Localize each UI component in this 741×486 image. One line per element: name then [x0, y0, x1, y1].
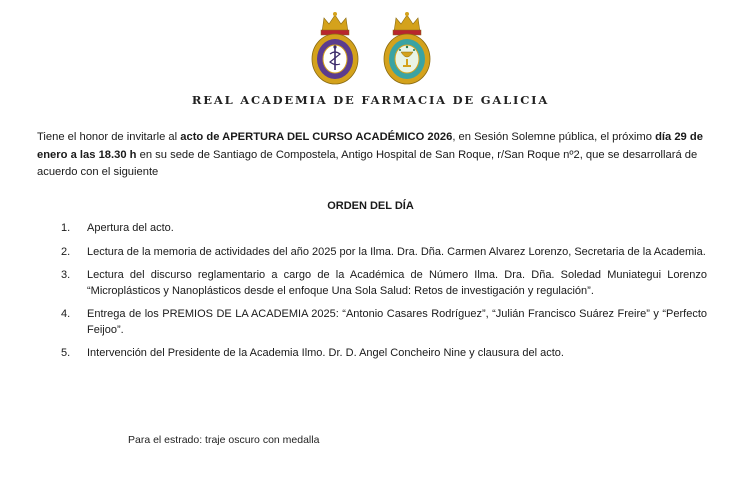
list-item: [37, 245, 707, 261]
list-item: [37, 268, 707, 299]
agenda-list: [37, 221, 707, 370]
list-item: [37, 221, 707, 237]
dress-code-note: Para el estrado: traje oscuro con medalla: [128, 434, 320, 446]
academy-name: REAL ACADEMIA DE FARMACIA DE GALICIA: [191, 93, 550, 107]
academy-seals: [0, 10, 741, 86]
royal-crown-seal-purple-icon: [310, 10, 360, 86]
item-number: 5.: [61, 347, 71, 359]
intro-text-2: , en Sesión Solemne pública, el próximo: [452, 131, 656, 143]
item-number: 4.: [61, 308, 71, 320]
list-item: [37, 307, 707, 338]
list-item: [37, 346, 707, 362]
invitation-paragraph: [37, 129, 707, 182]
item-text: Apertura del acto.: [87, 222, 174, 234]
item-number: 1.: [61, 222, 71, 234]
item-text: Lectura del discurso reglamentario a cargo de la Académica de Número Ilma. Dra. Dña. Soledad Muniategui Lorenzo “Microplásticos y Nanoplásticos desde el enfoque Una Sola Salud: Retos de investigación y regulación”.: [87, 269, 707, 297]
item-text: Intervención del Presidente de la Academia Ilmo. Dr. D. Angel Concheiro Nine y clausura del acto.: [87, 347, 564, 359]
item-number: 3.: [61, 269, 71, 281]
intro-text-3: en su sede de Santiago de Compostela, Antigo Hospital de San Roque, r/San Roque nº2, que se desarrollará de acuerdo con el siguiente: [37, 148, 698, 178]
event-name: acto de APERTURA DEL CURSO ACADÉMICO 2026: [180, 131, 453, 143]
event-date-time: día 29 de enero a las 18.30 h: [37, 131, 703, 161]
intro-text-1: Tiene el honor de invitarle al: [37, 131, 181, 143]
item-text: Entrega de los PREMIOS DE LA ACADEMIA 2025: “Antonio Casares Rodríguez”, “Julián Francisco Suárez Freire” y “Perfecto Feijoo”.: [87, 308, 707, 336]
royal-crown-seal-teal-icon: [382, 10, 432, 86]
item-number: 2.: [61, 245, 71, 258]
agenda-heading: ORDEN DEL DÍA: [327, 200, 414, 212]
item-text: Lectura de la memoria de actividades del año 2025 por la Ilma. Dra. Dña. Carmen Alvarez Lorenzo, Secretaria de la Academia.: [87, 245, 706, 258]
